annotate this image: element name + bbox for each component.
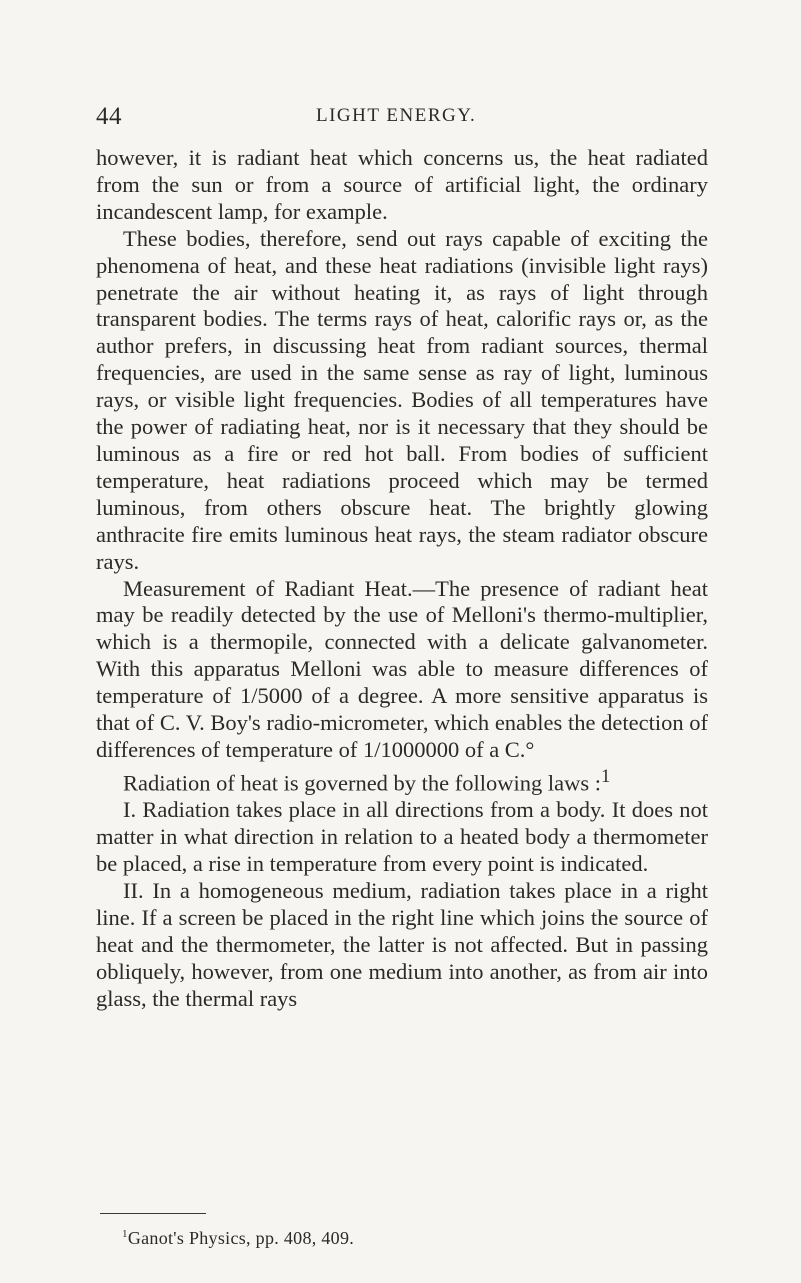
running-head	[96, 103, 736, 133]
page-number: 44	[96, 103, 122, 130]
footnote-marker: 1	[122, 1228, 128, 1240]
footnote-reference: 1	[601, 765, 611, 787]
paragraph-5: I. Radiation takes place in all directions from a body. It does not matter in what direction in relation to a heated body a thermometer be placed, a rise in temperature from every point is indicated.	[96, 797, 708, 877]
paragraph-2: These bodies, therefore, send out rays capable of exciting the phenomena of heat, and these heat radiations (invisible light rays) penetrate the air without heating it, as rays of light through transparent bodies. The terms rays of heat, calorific rays or, as the author prefers, in discussing heat from radiant sources, thermal frequencies, are used in the same sense as ray of light, luminous rays, or visible light frequencies. Bodies of all temperatures have the power of radiating heat, nor is it necessary that they should be luminous as a fire or red hot ball. From bodies of sufficient temperature, heat radiations proceed which may be termed luminous, from others obscure heat. The brightly glowing anthracite fire emits luminous heat rays, the steam radiator obscure rays.	[96, 225, 708, 574]
footnote	[122, 1228, 354, 1249]
paragraph-4	[96, 764, 708, 797]
footnote-divider	[100, 1213, 206, 1214]
body-text	[96, 145, 708, 1013]
paragraph-1: however, it is radiant heat which concerns us, the heat radiated from the sun or from a source of artificial light, the ordinary incandescent lamp, for example.	[96, 145, 708, 224]
paragraph-6: II. In a homogeneous medium, radiation takes place in a right line. If a screen be placed in the right line which joins the source of heat and the thermometer, the latter is not affected. But in passing obliquely, however, from one medium into another, as from air into glass, the thermal rays	[96, 877, 708, 1011]
footnote-text: Ganot's Physics, pp. 408, 409.	[127, 1228, 355, 1248]
running-head-title: LIGHT ENERGY.	[316, 105, 477, 126]
paragraph-3: Measurement of Radiant Heat.—The presence of radiant heat may be readily detected by the use of Melloni's thermo-multiplier, which is a thermopile, connected with a delicate galvanometer. With this apparatus Melloni was able to measure differences of temperature of 1/5000 of a degree. A more sensitive apparatus is that of C. V. Boy's radio-micrometer, which enables the detection of differences of temperature of 1/1000000 of a C.°	[96, 575, 708, 762]
paragraph-4-text: Radiation of heat is governed by the following laws :	[123, 770, 602, 796]
